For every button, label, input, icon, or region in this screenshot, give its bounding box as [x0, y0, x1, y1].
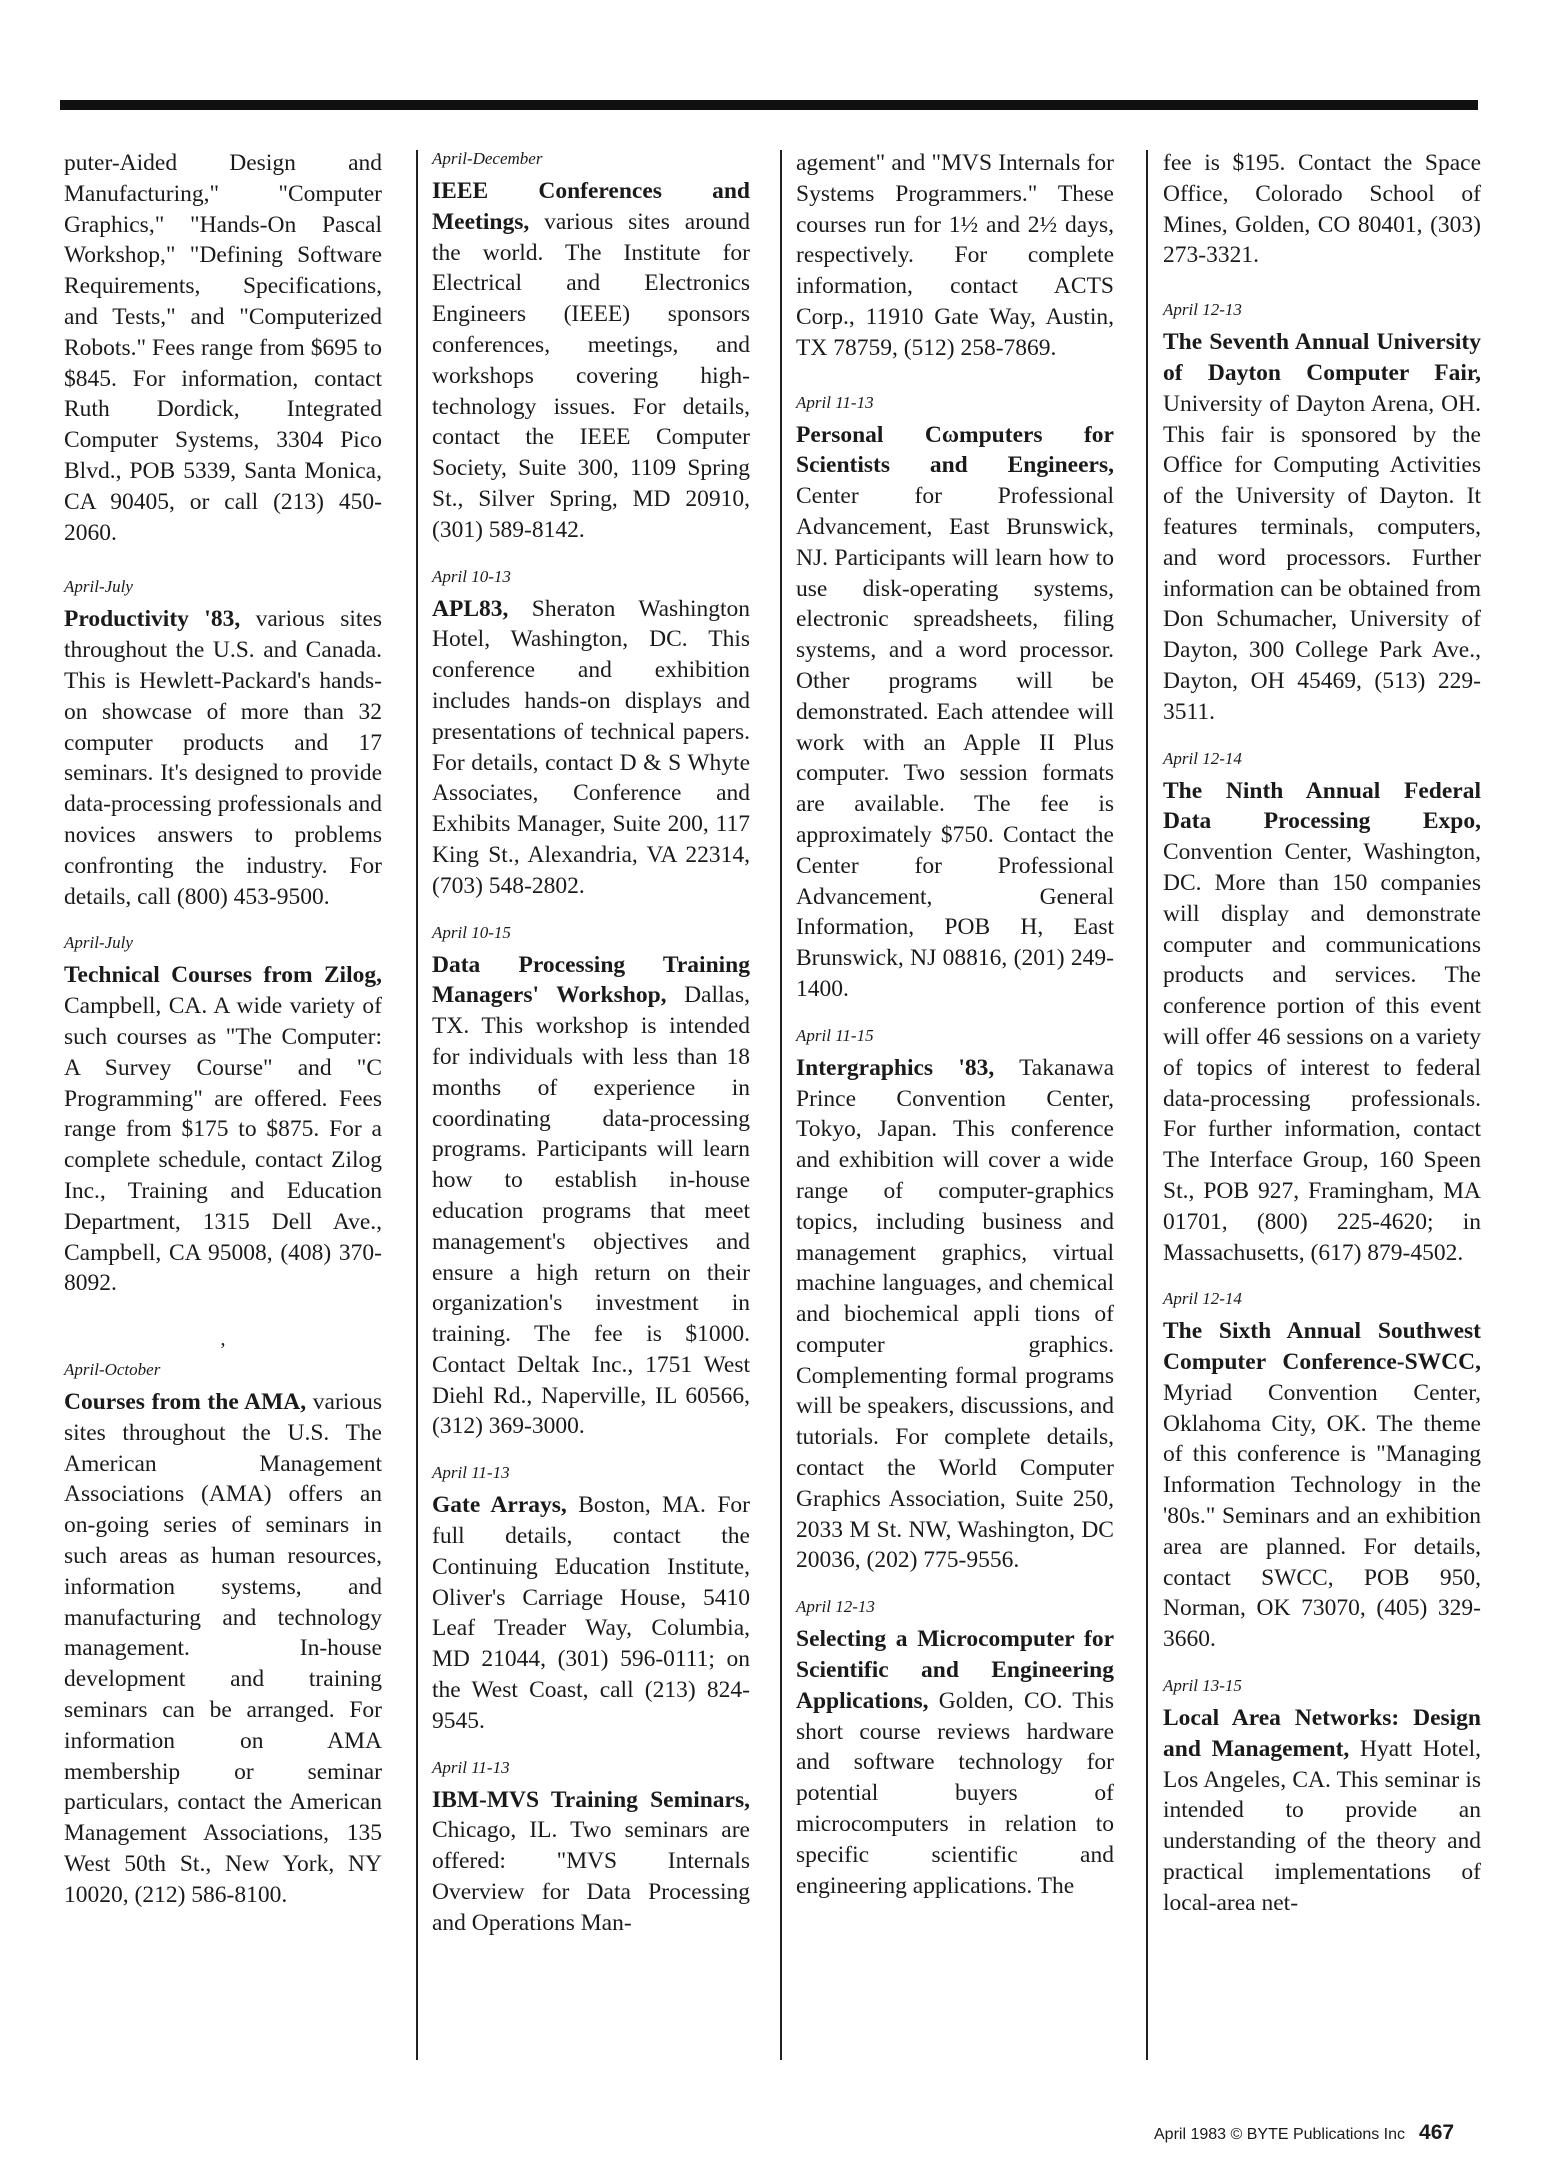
event-listing [432, 1462, 750, 1736]
event-title: The Ninth Annual Federal Data Processing Expo, [1163, 777, 1481, 835]
continued-paragraph: puter-Aided Design and Manufacturing," "Computer Graphics," "Hands-On Pascal Workshop," "Defining Software Requirements, Specifications, and Tests," and "Computerized Robots." Fees range from $695 to $845. For information, contact Ruth Dordick, Integrated Computer Systems, 3304 Pico Blvd., POB 5339, Santa Monica, CA 90405, or call (213) 450-2060. [64, 150, 382, 546]
event-listing [432, 566, 750, 902]
event-listing [64, 932, 382, 1299]
event-date: April 12-13 [796, 1597, 875, 1617]
event-date: April 11-15 [796, 1025, 874, 1045]
continued-text [796, 148, 1114, 364]
column-1 [64, 148, 382, 1931]
event-description: Sheraton Washington Hotel, Washington, DC. This conference and exhibition includes hands-on displays and presentations of technical papers. For details, contact D & S Whyte Associates, Conference and Exhibits Manager, Suite 200, 117 King St., Alexandria, VA 22314, (703) 548-2802. [432, 595, 750, 899]
event-date: April 10-13 [432, 566, 511, 586]
event-description: Boston, MA. For full details, contact the Continuing Education Institute, Oliver's Carriage House, 5410 Leaf Treader Way, Columbia, MD 21044, (301) 596-0111; on the West Coast, call (213) 824-9545. [432, 1492, 750, 1734]
column-3 [796, 148, 1114, 1921]
footer-credit: April 1983 © BYTE Publications Inc [1154, 2126, 1406, 2143]
event-description: various sites throughout the U.S. The American Management Associations (AMA) offers an on-going series of seminars in such areas as human resources, information systems, and manufacturing and technology management. In-house development and training seminars can be arranged. For information on AMA membership or seminar particulars, contact the American Management Associations, 135 West 50th St., New York, NY 10020, (212) 586-8100. [64, 1389, 382, 1908]
event-title: Productivity '83, [64, 606, 241, 633]
event-title: Technical Courses from Zilog, [64, 962, 382, 989]
event-title: APL83, [432, 595, 509, 622]
event-date: April-October [64, 1360, 161, 1380]
continued-paragraph: fee is $195. Contact the Space Office, Colorado School of Mines, Golden, CO 80401, (303) 273-3321. [1163, 150, 1481, 269]
event-title: Personal Cωmputers for Scientists and Engineers, [796, 421, 1114, 479]
continued-paragraph: agement" and "MVS Internals for Systems Programmers." These courses run for 1½ and 2½ days, respectively. For complete information, contact ACTS Corp., 11910 Gate Way, Austin, TX 78759, (512) 258-7869. [796, 150, 1114, 361]
event-date: April-July [64, 577, 133, 597]
event-title: IEEE Conferences and Meetings, [432, 178, 750, 235]
event-listing [64, 1359, 382, 1911]
column-4 [1163, 148, 1481, 1939]
event-description: various sites throughout the U.S. and Canada. This is Hewlett-Packard's hands-on showcase of more than 32 computer products and 17 seminars. It's designed to provide data-processing professionals and novices answers to problems confronting the industry. For details, call (800) 453-9500. [64, 606, 383, 910]
event-date: April 13-15 [1163, 1676, 1242, 1696]
column-divider [780, 150, 782, 2060]
page-footer [1154, 2121, 1454, 2145]
event-title: Selecting a Microcomputer for Scientific and Engineering Applications, [796, 1626, 1114, 1714]
top-rule [60, 100, 1478, 110]
event-title: Courses from the AMA, [64, 1389, 307, 1416]
continued-text [64, 148, 382, 548]
event-title: Gate Arrays, [432, 1492, 567, 1519]
event-description: Hyatt Hotel, Los Angeles, CA. This seminar is intended to provide an understanding of the theory and practical implementations of local-area net- [1163, 1735, 1481, 1916]
event-title: Intergraphics '83, [796, 1054, 995, 1081]
event-description: Golden, CO. This short course reviews hardware and software technology for potential buyers of microcomputers in relation to specific scientific and engineering applications. The [796, 1687, 1114, 1899]
event-description: Center for Professional Advancement, East Brunswick, NJ. Participants will learn how to use disk-operating systems, electronic spreadsheets, filing systems, and a word processor. Other programs will be demonstrated. Each attendee will work with an Apple II Plus computer. Two session formats are available. The fee is approximately $750. Contact the Center for Professional Advancement, General Information, POB H, East Brunswick, NJ 08816, (201) 249-1400. [796, 483, 1114, 1002]
event-title: The Sixth Annual Southwest Computer Conference-SWCC, [1163, 1318, 1481, 1376]
event-title: Data Processing Training Managers' Workshop, [432, 951, 750, 1009]
event-date: April 12-14 [1163, 1289, 1242, 1309]
event-description: Convention Center, Washington, DC. More than 150 companies will display and demonstrate computer and communications products and services. The conference portion of this event will offer 46 sessions on a variety of topics of interest to federal data-processing professionals. For further information, contact The Interface Group, 160 Speen St., POB 927, Framingham, MA 01701, (800) 225-4620; in Massachusetts, (617) 879-4502. [1163, 839, 1481, 1266]
event-description: Chicago, IL. Two seminars are offered: "MVS Internals Overview for Data Processing and Operations Man- [432, 1817, 750, 1936]
event-date: April-December [432, 149, 543, 168]
stray-mark: , [220, 1328, 226, 1351]
event-listing [64, 576, 382, 912]
column-2 [432, 148, 750, 1959]
event-title: The Seventh Annual University of Dayton Computer Fair, [1163, 329, 1481, 386]
event-description: Myriad Convention Center, Oklahoma City, OK. The theme of this conference is "Managing Information Technology in the '80s." Seminars and an exhibition area are planned. For details, contact SWCC, POB 950, Norman, OK 73070, (405) 329-3660. [1163, 1379, 1481, 1653]
event-listing [1163, 1288, 1481, 1655]
event-date: April 11-13 [432, 1463, 510, 1483]
event-listing [432, 922, 750, 1443]
event-date: April 12-14 [1163, 748, 1242, 768]
event-listing [796, 1025, 1114, 1577]
event-description: University of Dayton Arena, OH. This fair is sponsored by the Office for Computing Activities of the University of Dayton. It features terminals, computers, and word processors. Further information can be obtained from Don Schumacher, University of Dayton, 300 College Park Ave., Dayton, OH 45469, (513) 229-3511. [1163, 390, 1481, 725]
event-date: April 10-15 [432, 922, 511, 942]
column-divider [1146, 150, 1148, 2060]
event-listing [1163, 299, 1481, 727]
event-description: various sites around the world. The Institute for Electrical and Electronics Engineers (IEEE) sponsors conferences, meetings, and workshops covering high-technology issues. For details, contact the IEEE Computer Society, Suite 300, 1109 Spring St., Silver Spring, MD 20910, (301) 589-8142. [432, 208, 750, 543]
event-listing [432, 148, 750, 546]
event-description: Dallas, TX. This workshop is intended for individuals with less than 18 months of experience in coordinating data-processing programs. Participants will learn how to establish in-house education programs that meet management's objectives and ensure a high return on their organization's investment in training. The fee is $1000. Contact Deltak Inc., 1751 West Diehl Rd., Naperville, IL 60566, (312) 369-3000. [432, 982, 750, 1440]
continued-text [1163, 148, 1481, 271]
event-date: April 12-13 [1163, 300, 1242, 320]
event-description: Campbell, CA. A wide variety of such courses as "The Computer: A Survey Course" and "C Programming" are offered. Fees range from $175 to $875. For a complete schedule, contact Zilog Inc., Training and Education Department, 1315 Dell Ave., Campbell, CA 95008, (408) 370-8092. [64, 993, 382, 1297]
event-listing [796, 1596, 1114, 1901]
page-number: 467 [1419, 2121, 1455, 2144]
event-description: Takanawa Prince Convention Center, Tokyo, Japan. This conference and exhibition will cover a wide range of computer-graphics topics, including business and management graphics, virtual machine languages, and chemical and biochemical appli tions of computer graphics. Complementing formal programs will be speakers, discussions, and tutorials. For complete details, contact the World Computer Graphics Association, Suite 250, 2033 M St. NW, Washington, DC 20036, (202) 775-9556. [796, 1054, 1114, 1574]
event-listing [1163, 748, 1481, 1269]
column-divider [416, 150, 418, 2060]
event-title: Local Area Networks: Design and Management, [1163, 1705, 1481, 1762]
event-listing [1163, 1675, 1481, 1919]
event-date: April-July [64, 933, 133, 953]
event-title: IBM-MVS Training Seminars, [432, 1786, 750, 1813]
event-listing [796, 392, 1114, 1005]
event-listing [432, 1757, 750, 1939]
event-date: April 11-13 [796, 392, 874, 412]
event-date: April 11-13 [432, 1757, 510, 1777]
